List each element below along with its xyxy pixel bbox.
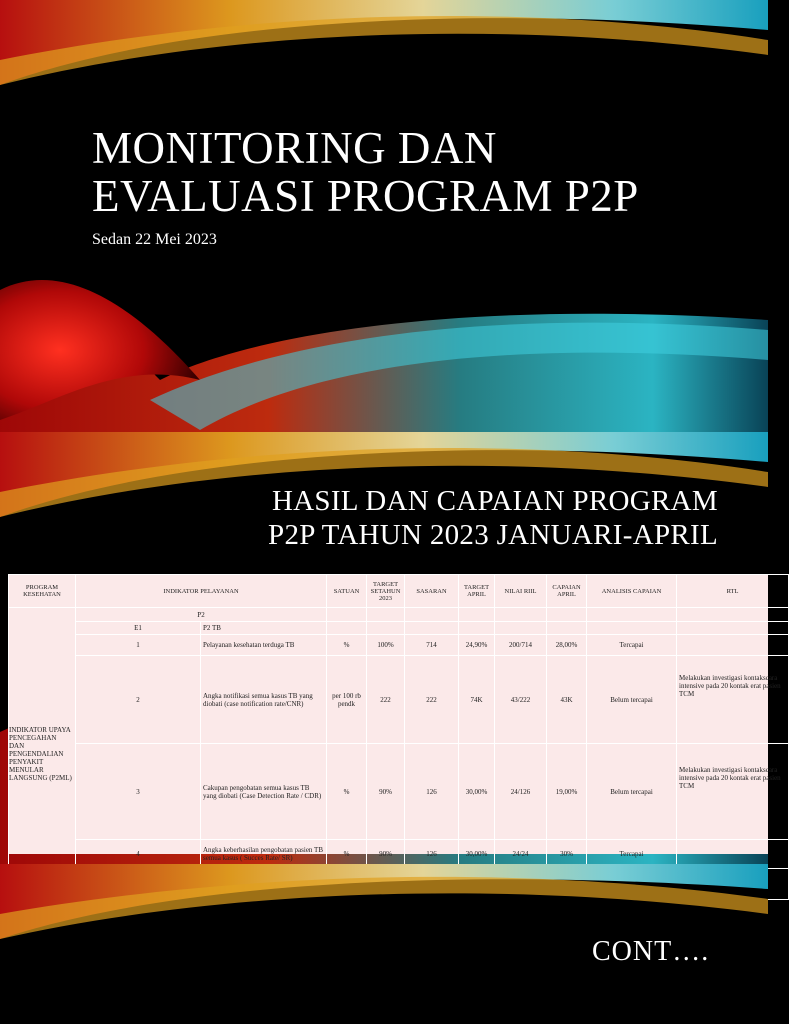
row-rtl: Melakukan investigasi kontakscara intensive pada 20 kontak erat pasien TCM — [677, 744, 789, 840]
header-target-setahun: TARGET SETAHUN 2023 — [367, 575, 405, 608]
table-row — [9, 656, 789, 744]
title-line-1: MONITORING DAN — [92, 123, 497, 173]
row-target-setahun: 90% — [367, 840, 405, 869]
row-sasaran: 126 — [405, 840, 459, 869]
row-sasaran: 222 — [405, 656, 459, 744]
row-target-april: 74K — [459, 656, 495, 744]
row-capaian: 19,00% — [547, 744, 587, 840]
row-rtl — [677, 635, 789, 656]
row-capaian: 43K — [547, 656, 587, 744]
title-line-2: EVALUASI PROGRAM P2P — [92, 171, 639, 221]
slide-results — [0, 432, 781, 864]
results-heading-line-2: P2P TAHUN 2023 JANUARI-APRIL — [268, 519, 718, 551]
header-satuan: SATUAN — [327, 575, 367, 608]
row-satuan: % — [327, 840, 367, 869]
row-capaian: 30% — [547, 840, 587, 869]
row-number: 2 — [76, 656, 201, 744]
row-analisis: Tercapai — [587, 635, 677, 656]
row-satuan: % — [327, 635, 367, 656]
header-capaian-april: CAPAIAN APRIL — [547, 575, 587, 608]
row-number: 4 — [76, 840, 201, 869]
row-satuan: % — [327, 744, 367, 840]
results-heading — [268, 484, 718, 552]
slide-title-heading — [92, 124, 639, 220]
row-nilai-riil: 43/222 — [495, 656, 547, 744]
row-sasaran: 126 — [405, 744, 459, 840]
continuation-text: CONT…. — [592, 936, 710, 967]
row-analisis: Belum tercapai — [587, 656, 677, 744]
slide-title — [0, 0, 768, 432]
header-target-april: TARGET APRIL — [459, 575, 495, 608]
row-number: 1 — [76, 635, 201, 656]
header-indikator: INDIKATOR PELAYANAN — [76, 575, 327, 608]
row-number: 3 — [76, 744, 201, 840]
header-program: PROGRAM KESEHATAN — [9, 575, 76, 608]
results-table-container — [8, 574, 781, 862]
results-table — [8, 574, 789, 900]
row-rtl: Melakukan investigasi kontakscara intensive pada 20 kontak erat pasien TCM — [677, 656, 789, 744]
table-row — [9, 744, 789, 840]
table-row — [9, 622, 789, 635]
row-indikator: Angka keberhasilan pengobatan pasien TB semua kasus ( Succes Rate/ SR) — [201, 840, 327, 869]
row-nilai-riil: 24/24 — [495, 840, 547, 869]
row-target-april: 30,00% — [459, 744, 495, 840]
slide-subtitle: Sedan 22 Mei 2023 — [92, 231, 217, 248]
row-indikator: Angka notifikasi semua kasus TB yang diobati (case notification rate/CNR) — [201, 656, 327, 744]
row-sasaran: 714 — [405, 635, 459, 656]
row-target-setahun: 90% — [367, 744, 405, 840]
group-p2tb-cell: P2 TB — [201, 622, 327, 635]
row-analisis: Belum tercapai — [587, 744, 677, 840]
header-analisis: ANALISIS CAPAIAN — [587, 575, 677, 608]
table-header-row — [9, 575, 789, 608]
row-target-setahun: 222 — [367, 656, 405, 744]
row-nilai-riil: 24/126 — [495, 744, 547, 840]
row-target-april: 24,90% — [459, 635, 495, 656]
table-row — [9, 608, 789, 622]
row-target-april: 30,00% — [459, 840, 495, 869]
row-analisis: Tercapai — [587, 840, 677, 869]
row-satuan: per 100 rb pendk — [327, 656, 367, 744]
slide-continuation — [0, 864, 768, 1024]
row-capaian: 28,00% — [547, 635, 587, 656]
table-row — [9, 635, 789, 656]
row-target-setahun: 100% — [367, 635, 405, 656]
program-name-cell: INDIKATOR UPAYA PENCEGAHAN DAN PENGENDALIAN PENYAKIT MENULAR LANGSUNG (P2ML) — [9, 608, 76, 900]
header-rtl: RTL — [677, 575, 789, 608]
group-e1-cell: E1 — [76, 622, 201, 635]
header-nilai-riil: NILAI RIIL — [495, 575, 547, 608]
header-sasaran: SASARAN — [405, 575, 459, 608]
row-indikator: Pelayanan kesehatan terduga TB — [201, 635, 327, 656]
row-indikator: Cakupan pengobatan semua kasus TB yang diobati (Case Detection Rate / CDR) — [201, 744, 327, 840]
results-heading-line-1: HASIL DAN CAPAIAN PROGRAM — [271, 485, 718, 517]
row-nilai-riil: 200/714 — [495, 635, 547, 656]
group-p2-cell: P2 — [76, 608, 327, 622]
